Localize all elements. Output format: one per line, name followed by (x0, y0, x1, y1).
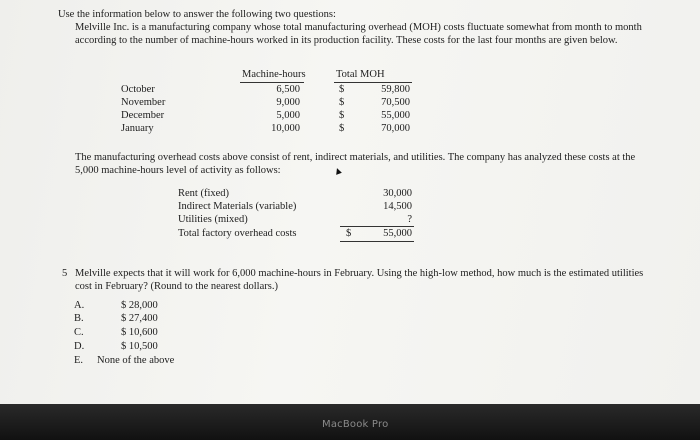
para-cost-composition: The manufacturing overhead costs above consist of rent, indirect materials, and utilities. The company has analyzed these costs at the (75, 152, 636, 163)
cost-item-value: 30,000 (383, 188, 412, 199)
table-row-hours: 9,000 (276, 97, 300, 108)
subtotal-rule (340, 226, 414, 227)
total-cost-currency: $ (346, 228, 352, 239)
table-row-currency: $ (339, 97, 345, 108)
option-letter: E. (74, 355, 84, 366)
total-cost-label: Total factory overhead costs (178, 228, 297, 239)
intro-line-3: according to the number of machine-hours worked in its production facility. These costs for the last four months are given below. (75, 35, 618, 46)
table-row-hours: 6,500 (276, 84, 300, 95)
option-letter: C. (74, 327, 84, 338)
col-header-total-moh: Total MOH (336, 69, 385, 80)
table-row-moh: 59,800 (381, 84, 410, 95)
cost-item-value: ? (407, 214, 412, 225)
table-row-currency: $ (339, 110, 345, 121)
cost-item-value: 14,500 (383, 201, 412, 212)
table-row-month: October (121, 84, 155, 95)
para-cost-composition-2: 5,000 machine-hours level of activity as follows: (75, 165, 281, 176)
table-row-moh: 70,000 (381, 123, 410, 134)
table-row-moh: 55,000 (381, 110, 410, 121)
table-row-currency: $ (339, 84, 345, 95)
table-row-month: November (121, 97, 166, 108)
question-text: Melville expects that it will work for 6,000 machine-hours in February. Using the high-low method, how much is the estimated utilities (75, 268, 644, 279)
option-letter: D. (74, 341, 85, 352)
col-header-machine-hours: Machine-hours (242, 69, 306, 80)
option-text: $ 10,600 (121, 327, 158, 338)
option-text: $ 10,500 (121, 341, 158, 352)
pointer-icon (334, 167, 342, 175)
option-text: $ 27,400 (121, 313, 158, 324)
table-row-month: December (121, 110, 165, 121)
device-label: MacBook Pro (322, 419, 389, 430)
intro-line-2: Melville Inc. is a manufacturing company whose total manufacturing overhead (MOH) costs fluctuate somewhat from month to month (75, 22, 642, 33)
header-rule-hours (240, 82, 304, 83)
option-letter: B. (74, 313, 84, 324)
cost-item-label: Indirect Materials (variable) (178, 201, 297, 212)
option-text: $ 28,000 (121, 300, 158, 311)
option-text: None of the above (97, 355, 175, 366)
cost-item-label: Utilities (mixed) (178, 214, 248, 225)
table-row-currency: $ (339, 123, 345, 134)
cost-item-label: Rent (fixed) (178, 188, 230, 199)
question-text-2: cost in February? (Round to the nearest dollars.) (75, 281, 278, 292)
intro-heading: Use the information below to answer the following two questions: (58, 9, 336, 20)
table-row-hours: 10,000 (271, 123, 300, 134)
table-row-moh: 70,500 (381, 97, 410, 108)
question-number: 5 (62, 268, 68, 279)
total-cost-value: 55,000 (383, 228, 412, 239)
total-rule (340, 241, 414, 242)
option-letter: A. (74, 300, 85, 311)
header-rule-moh (334, 82, 412, 83)
table-row-hours: 5,000 (276, 110, 300, 121)
table-row-month: January (121, 123, 154, 134)
